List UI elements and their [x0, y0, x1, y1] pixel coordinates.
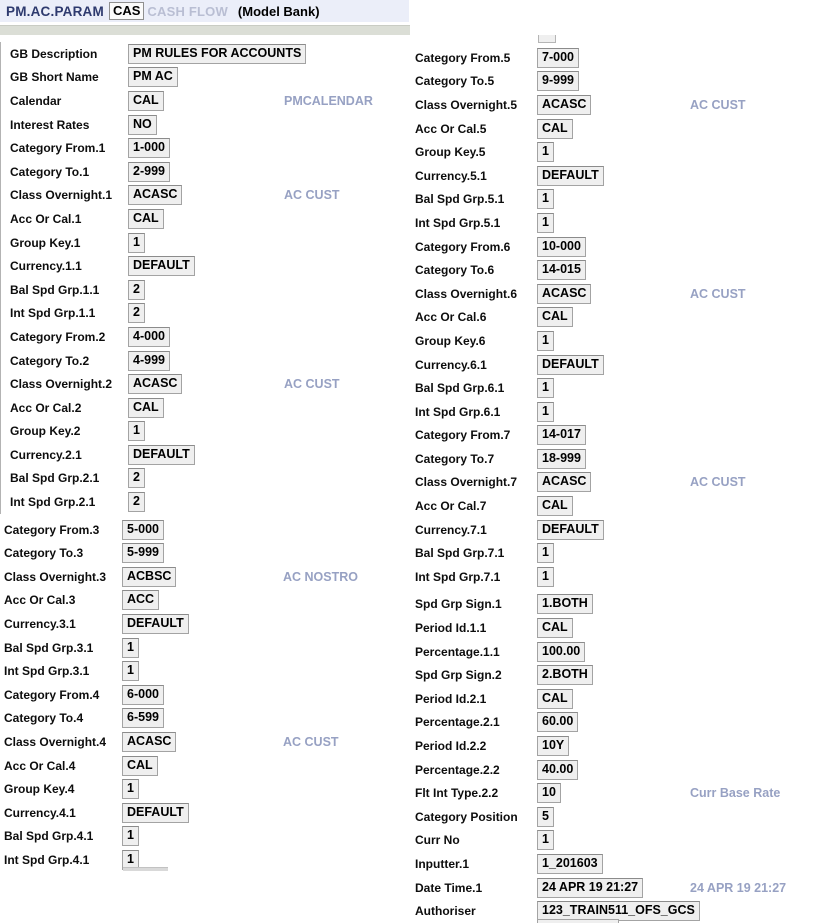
- clipped-field-box-top: [538, 35, 556, 43]
- field-row: [410, 117, 836, 141]
- field-value-box[interactable]: 1: [122, 779, 139, 799]
- field-row: [410, 164, 836, 188]
- field-row: [0, 612, 410, 636]
- field-label: Bal Spd Grp.1.1: [10, 282, 100, 297]
- field-value-box[interactable]: 1: [537, 142, 554, 162]
- field-row: [410, 565, 836, 589]
- field-value-box[interactable]: CAL: [122, 756, 158, 776]
- field-row: [1, 490, 410, 514]
- field-value-box[interactable]: 24 APR 19 21:27: [537, 878, 643, 898]
- field-row: [0, 683, 410, 707]
- field-value-box[interactable]: CAL: [128, 398, 164, 418]
- field-row: [0, 777, 410, 801]
- field-value-box[interactable]: 123_TRAIN511_OFS_GCS: [537, 901, 700, 921]
- field-row: [410, 711, 836, 735]
- field-label: Group Key.1: [10, 235, 81, 250]
- field-value-box[interactable]: PM RULES FOR ACCOUNTS: [128, 44, 306, 64]
- field-label: Bal Spd Grp.7.1: [415, 546, 505, 561]
- field-enrichment: AC CUST: [690, 475, 746, 490]
- field-value-box[interactable]: 18-999: [537, 449, 586, 469]
- field-label: Category To.4: [4, 711, 84, 726]
- field-label: Percentage.1.1: [415, 644, 500, 659]
- field-label: Category From.5: [415, 50, 511, 65]
- field-value-box[interactable]: DEFAULT: [537, 355, 604, 375]
- field-label: Percentage.2.2: [415, 762, 500, 777]
- field-value-box[interactable]: ACC: [122, 590, 159, 610]
- field-value-box[interactable]: 9-999: [537, 71, 579, 91]
- record-description: CASH FLOW: [147, 3, 228, 19]
- field-row: [410, 640, 836, 664]
- field-label: Group Key.5: [415, 145, 486, 160]
- field-value-box[interactable]: 1: [122, 850, 139, 870]
- field-row: [410, 258, 836, 282]
- screen-name: PM.AC.PARAM: [6, 3, 104, 19]
- field-label: Class Overnight.2: [10, 377, 113, 392]
- field-row: [410, 471, 836, 495]
- field-row: [410, 70, 836, 94]
- field-row: [0, 636, 410, 660]
- field-value-box[interactable]: ACASC: [122, 732, 176, 752]
- field-enrichment: AC NOSTRO: [283, 569, 358, 584]
- field-value-box[interactable]: 2: [128, 468, 145, 488]
- field-value-box[interactable]: 4-000: [128, 327, 170, 347]
- field-label: GB Description: [10, 46, 98, 61]
- field-enrichment: AC CUST: [284, 188, 340, 203]
- field-label: Period Id.1.1: [415, 621, 487, 636]
- field-label: Bal Spd Grp.4.1: [4, 829, 94, 844]
- field-row: [0, 659, 410, 683]
- field-label: Currency.7.1: [415, 522, 487, 537]
- field-row: [410, 876, 836, 900]
- field-label: Bal Spd Grp.6.1: [415, 381, 505, 396]
- field-enrichment: AC CUST: [283, 735, 339, 750]
- field-value-box[interactable]: 1_201603: [537, 854, 603, 874]
- field-row: [1, 349, 410, 373]
- field-row: [1, 396, 410, 420]
- field-row: [1, 184, 410, 208]
- field-value-box[interactable]: 1: [122, 826, 139, 846]
- field-label: Spd Grp Sign.2: [415, 668, 502, 683]
- field-row: [1, 207, 410, 231]
- field-value-box[interactable]: 40.00: [537, 760, 578, 780]
- field-value-box[interactable]: 1: [537, 830, 554, 850]
- field-value-box[interactable]: DEFAULT: [537, 166, 604, 186]
- field-row: [410, 400, 836, 424]
- field-row: [0, 589, 410, 613]
- field-row: [410, 541, 836, 565]
- field-label: Date Time.1: [415, 880, 483, 895]
- field-row: [1, 420, 410, 444]
- title-bar: [0, 0, 409, 22]
- field-label: Category To.3: [4, 546, 84, 561]
- field-row: [410, 46, 836, 70]
- field-label: Category Position: [415, 809, 518, 824]
- field-label: Spd Grp Sign.1: [415, 597, 502, 612]
- field-label: Group Key.2: [10, 424, 81, 439]
- field-enrichment: Curr Base Rate: [690, 786, 781, 801]
- field-value-box[interactable]: 1: [537, 189, 554, 209]
- field-value-box[interactable]: DEFAULT: [122, 803, 189, 823]
- field-value-box[interactable]: 6-599: [122, 708, 164, 728]
- field-row: [0, 848, 410, 872]
- field-row: [1, 42, 410, 66]
- field-value-box[interactable]: 2: [128, 303, 145, 323]
- field-label: Currency.2.1: [10, 447, 82, 462]
- field-row: [410, 140, 836, 164]
- field-row: [410, 829, 836, 853]
- field-value-box[interactable]: ACASC: [128, 374, 182, 394]
- field-value-box[interactable]: 1: [537, 213, 554, 233]
- field-row: [410, 663, 836, 687]
- field-label: Calendar: [10, 93, 62, 108]
- field-value-box[interactable]: DEFAULT: [122, 614, 189, 634]
- field-label: Category From.2: [10, 329, 106, 344]
- field-label: Category To.1: [10, 164, 90, 179]
- field-group: [410, 593, 836, 923]
- field-value-box[interactable]: 10-000: [537, 237, 586, 257]
- field-label: Flt Int Type.2.2: [415, 786, 499, 801]
- field-value-box[interactable]: 1: [537, 331, 554, 351]
- field-label: Currency.4.1: [4, 805, 76, 820]
- field-label: Int Spd Grp.5.1: [415, 215, 501, 230]
- field-value-box[interactable]: 1: [537, 402, 554, 422]
- field-row: [1, 113, 410, 137]
- field-value-box[interactable]: ACASC: [537, 95, 591, 115]
- field-row: [410, 188, 836, 212]
- field-label: Currency.1.1: [10, 259, 82, 274]
- field-enrichment: AC CUST: [690, 97, 746, 112]
- field-label: Currency.3.1: [4, 617, 76, 632]
- field-label: Category To.6: [415, 263, 495, 278]
- field-row: [0, 707, 410, 731]
- field-label: Period Id.2.2: [415, 739, 487, 754]
- field-label: Int Spd Grp.4.1: [4, 852, 90, 867]
- field-value-box[interactable]: 1: [128, 233, 145, 253]
- field-row: [410, 282, 836, 306]
- field-label: Int Spd Grp.2.1: [10, 495, 96, 510]
- field-row: [1, 231, 410, 255]
- field-value-box[interactable]: CAL: [537, 119, 573, 139]
- field-label: Category From.7: [415, 428, 511, 443]
- field-value-box[interactable]: 1: [122, 661, 139, 681]
- field-label: Interest Rates: [10, 117, 90, 132]
- field-enrichment: AC CUST: [284, 377, 340, 392]
- field-value-box[interactable]: 7-000: [537, 48, 579, 68]
- field-label: Class Overnight.6: [415, 286, 518, 301]
- field-value-box[interactable]: 2.BOTH: [537, 665, 593, 685]
- field-row: [410, 424, 836, 448]
- field-value-box[interactable]: 1-000: [128, 138, 170, 158]
- field-label: Category From.3: [4, 522, 100, 537]
- field-row: [410, 518, 836, 542]
- field-label: Class Overnight.7: [415, 475, 518, 490]
- field-row: [1, 278, 410, 302]
- field-row: [1, 467, 410, 491]
- field-label: Category From.1: [10, 141, 106, 156]
- field-label: Group Key.4: [4, 782, 75, 797]
- field-row: [410, 93, 836, 117]
- field-label: Class Overnight.1: [10, 188, 113, 203]
- field-row: [0, 518, 410, 542]
- field-value-box[interactable]: CAL: [128, 91, 164, 111]
- field-label: Percentage.2.1: [415, 715, 500, 730]
- field-value-box[interactable]: 14-017: [537, 425, 586, 445]
- field-enrichment: 24 APR 19 21:27: [690, 880, 787, 895]
- field-value-box[interactable]: PM AC: [128, 67, 178, 87]
- field-row: [1, 325, 410, 349]
- field-row: [0, 730, 410, 754]
- field-value-box[interactable]: 1: [122, 638, 139, 658]
- field-value-box[interactable]: 5-000: [122, 520, 164, 540]
- field-label: Acc Or Cal.1: [10, 211, 82, 226]
- field-value-box[interactable]: ACBSC: [122, 567, 176, 587]
- field-row: [1, 372, 410, 396]
- field-row: [410, 805, 836, 829]
- field-label: Category To.7: [415, 451, 495, 466]
- field-row: [410, 781, 836, 805]
- field-label: Category From.4: [4, 687, 100, 702]
- field-label: Period Id.2.1: [415, 691, 487, 706]
- field-label: Acc Or Cal.7: [415, 499, 487, 514]
- field-value-box[interactable]: 6-000: [122, 685, 164, 705]
- field-value-box[interactable]: 1: [537, 378, 554, 398]
- field-label: Class Overnight.4: [4, 735, 107, 750]
- right-field-column: [410, 46, 836, 923]
- field-value-box[interactable]: 10Y: [537, 736, 569, 756]
- field-value-box[interactable]: ACASC: [537, 472, 591, 492]
- field-row: [410, 494, 836, 518]
- field-value-box[interactable]: DEFAULT: [537, 520, 604, 540]
- field-value-box[interactable]: 2-999: [128, 162, 170, 182]
- field-label: Authoriser: [415, 904, 476, 919]
- field-value-box[interactable]: 100.00: [537, 642, 585, 662]
- field-row: [410, 593, 836, 617]
- field-row: [410, 758, 836, 782]
- field-value-box[interactable]: 1: [537, 543, 554, 563]
- field-label: Currency.5.1: [415, 168, 487, 183]
- field-row: [410, 852, 836, 876]
- field-label: Category To.2: [10, 353, 90, 368]
- field-value-box[interactable]: 1.BOTH: [537, 594, 593, 614]
- field-value-box[interactable]: CAL: [537, 496, 573, 516]
- field-row: [1, 136, 410, 160]
- field-value-box[interactable]: ACASC: [128, 185, 182, 205]
- field-label: Category From.6: [415, 239, 511, 254]
- field-label: Int Spd Grp.3.1: [4, 664, 90, 679]
- field-row: [410, 376, 836, 400]
- field-row: [410, 616, 836, 640]
- field-enrichment: PMCALENDAR: [284, 93, 373, 108]
- field-row: [1, 302, 410, 326]
- field-value-box[interactable]: DEFAULT: [128, 445, 195, 465]
- field-label: Class Overnight.3: [4, 569, 107, 584]
- field-label: Acc Or Cal.4: [4, 758, 76, 773]
- field-label: Curr No: [415, 833, 460, 848]
- field-group: [0, 518, 410, 872]
- field-row: [1, 443, 410, 467]
- field-value-box[interactable]: 4-999: [128, 351, 170, 371]
- field-label: Int Spd Grp.6.1: [415, 404, 501, 419]
- field-value-box[interactable]: CAL: [128, 209, 164, 229]
- field-row: [410, 899, 836, 923]
- field-label: Bal Spd Grp.2.1: [10, 471, 100, 486]
- field-value-box[interactable]: 1: [537, 567, 554, 587]
- field-label: Acc Or Cal.6: [415, 310, 487, 325]
- clipped-field-box-right-bottom: [537, 919, 619, 923]
- field-label: Inputter.1: [415, 856, 470, 871]
- field-label: GB Short Name: [10, 70, 99, 85]
- field-row: [1, 89, 410, 113]
- field-value-box[interactable]: CAL: [537, 618, 573, 638]
- field-value-box[interactable]: 60.00: [537, 712, 578, 732]
- field-value-box[interactable]: 2: [128, 280, 145, 300]
- field-row: [410, 353, 836, 377]
- field-label: Bal Spd Grp.5.1: [415, 192, 505, 207]
- field-value-box[interactable]: DEFAULT: [128, 256, 195, 276]
- field-value-box[interactable]: ACASC: [537, 284, 591, 304]
- field-value-box[interactable]: CAL: [537, 307, 573, 327]
- field-row: [410, 734, 836, 758]
- field-row: [410, 329, 836, 353]
- field-value-box[interactable]: NO: [128, 115, 157, 135]
- clipped-field-box-left-bottom: [123, 867, 168, 871]
- field-row: [410, 687, 836, 711]
- field-row: [0, 801, 410, 825]
- field-label: Int Spd Grp.1.1: [10, 306, 96, 321]
- bank-label: (Model Bank): [237, 3, 320, 19]
- field-label: Acc Or Cal.3: [4, 593, 76, 608]
- field-row: [410, 306, 836, 330]
- field-enrichment: AC CUST: [690, 286, 746, 301]
- field-row: [0, 754, 410, 778]
- field-row: [410, 211, 836, 235]
- field-label: Currency.6.1: [415, 357, 487, 372]
- field-row: [410, 447, 836, 471]
- field-label: Int Spd Grp.7.1: [415, 569, 501, 584]
- field-value-box[interactable]: 14-015: [537, 260, 586, 280]
- field-row: [410, 235, 836, 259]
- field-label: Group Key.6: [415, 333, 486, 348]
- left-field-column: [0, 42, 410, 872]
- field-value-box[interactable]: 5: [537, 807, 554, 827]
- toolbar-strip: [0, 25, 410, 35]
- field-row: [1, 66, 410, 90]
- field-group: [410, 46, 836, 589]
- field-label: Category To.5: [415, 74, 495, 89]
- field-value-box[interactable]: 10: [537, 783, 561, 803]
- field-label: Bal Spd Grp.3.1: [4, 640, 94, 655]
- field-value-box[interactable]: CAL: [537, 689, 573, 709]
- field-row: [1, 254, 410, 278]
- field-label: Class Overnight.5: [415, 97, 518, 112]
- field-row: [0, 825, 410, 849]
- field-value-box[interactable]: 5-999: [122, 543, 164, 563]
- field-label: Acc Or Cal.2: [10, 400, 82, 415]
- record-id-box[interactable]: CAS: [109, 2, 144, 20]
- field-value-box[interactable]: 2: [128, 492, 145, 512]
- field-row: [0, 565, 410, 589]
- field-group: [0, 42, 410, 514]
- field-value-box[interactable]: 1: [128, 421, 145, 441]
- field-row: [1, 160, 410, 184]
- field-label: Acc Or Cal.5: [415, 121, 487, 136]
- field-row: [0, 541, 410, 565]
